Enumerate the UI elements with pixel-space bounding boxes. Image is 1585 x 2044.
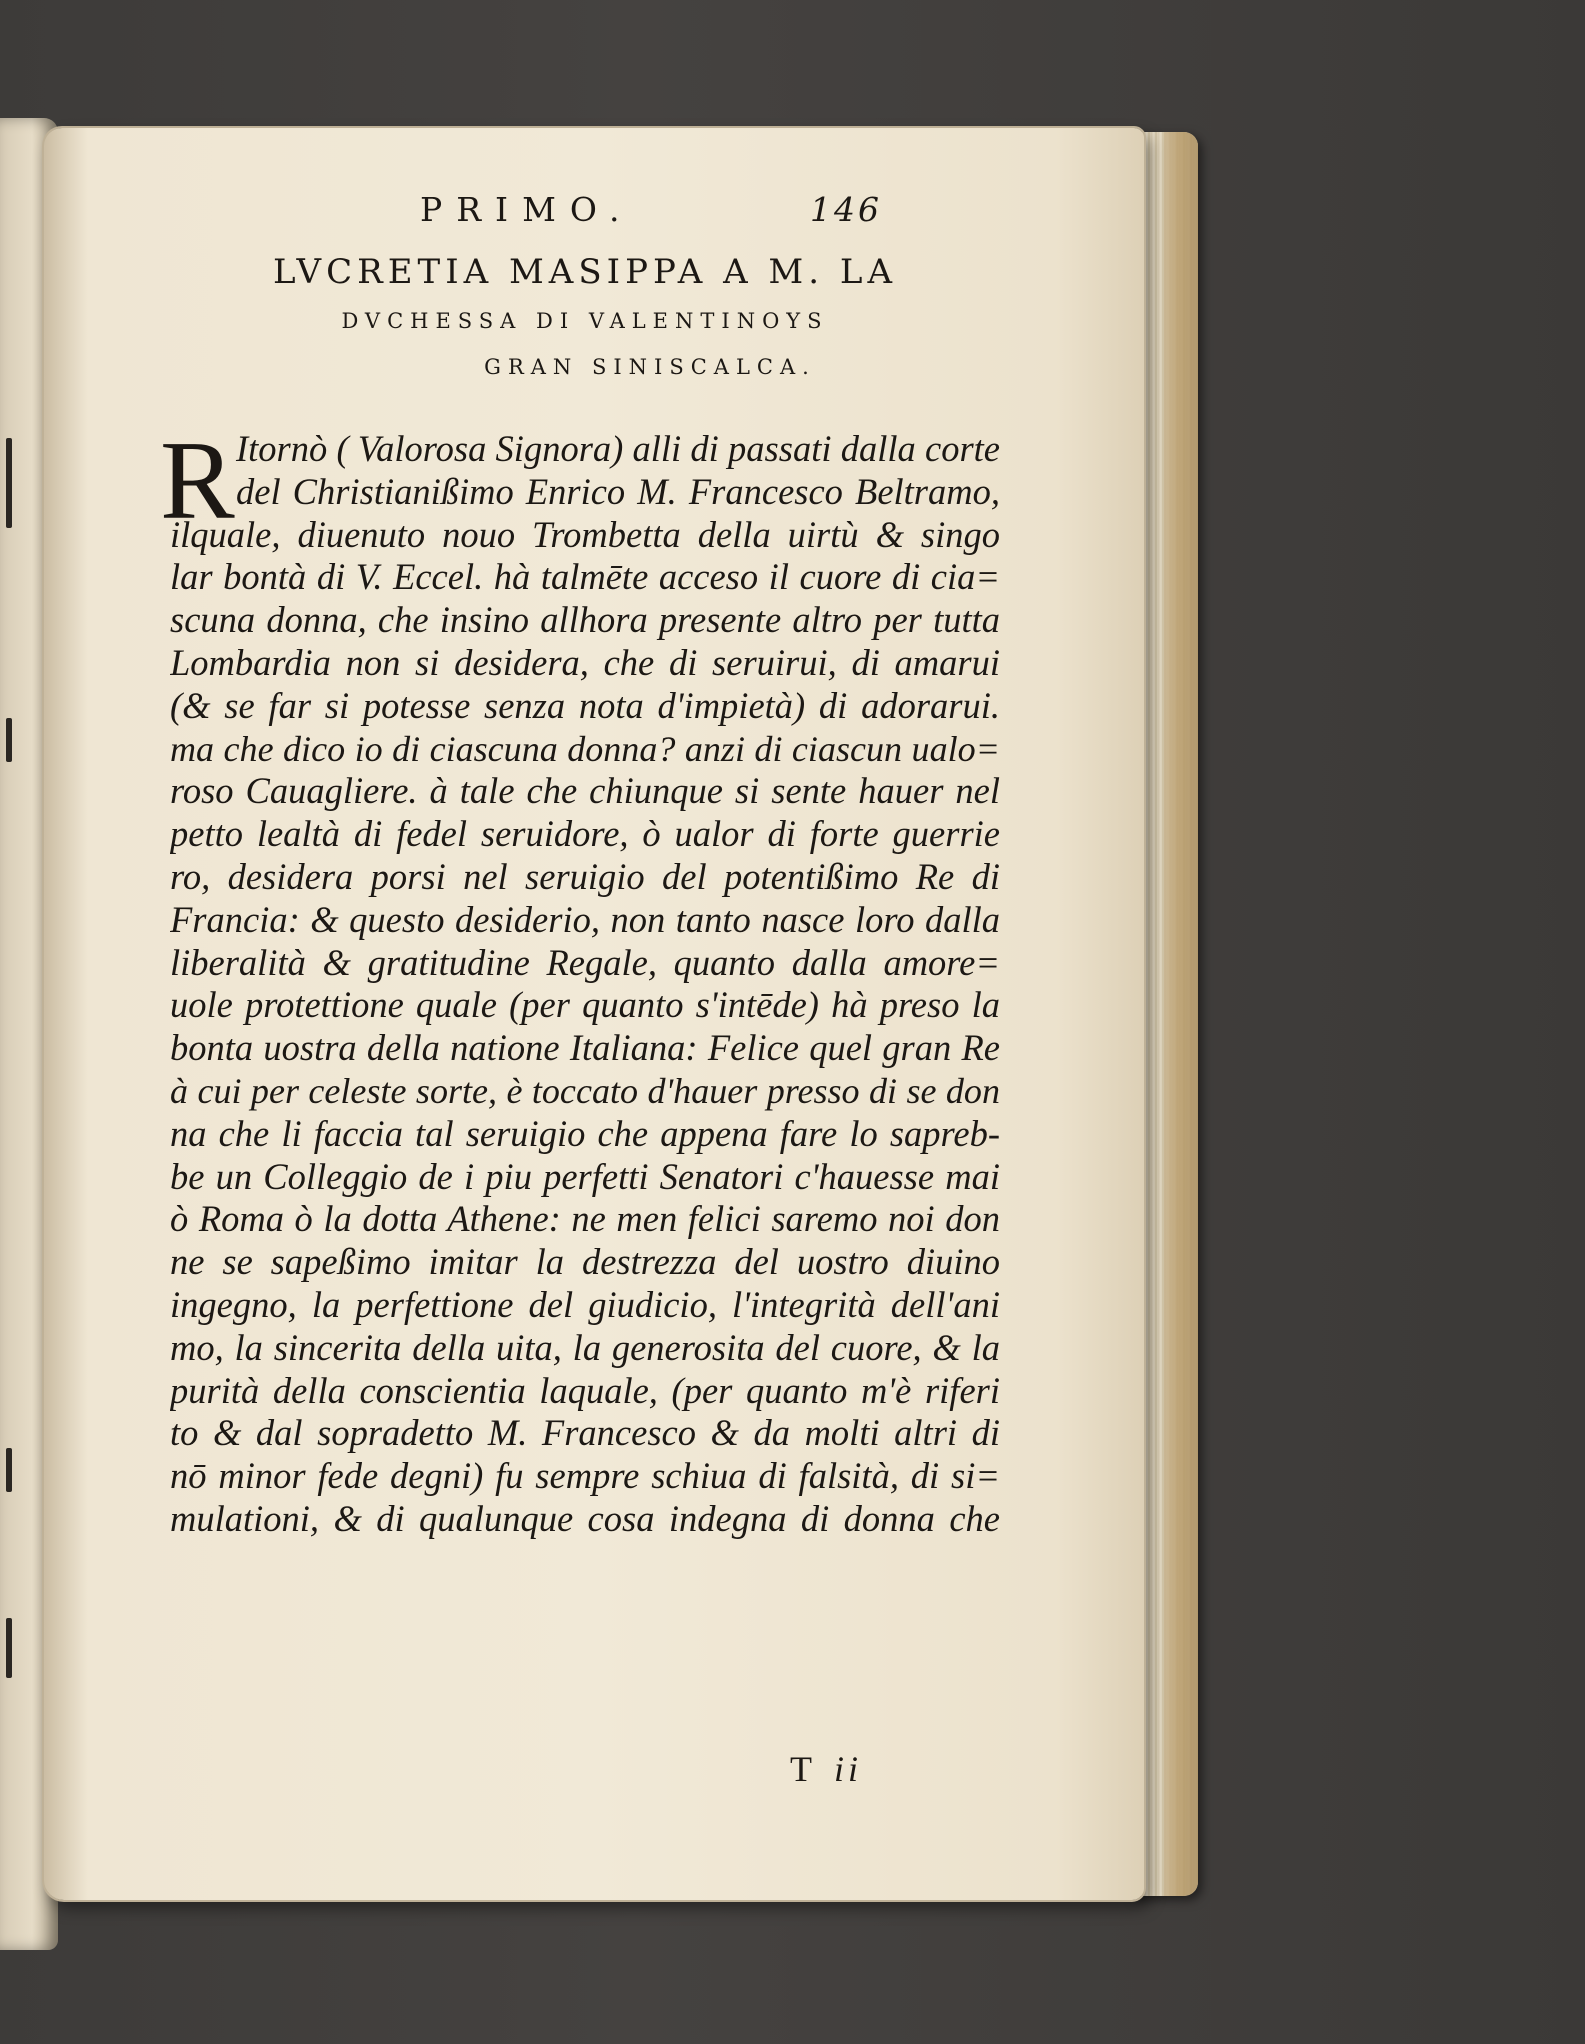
text-line: be un Colleggio de i piu perfetti Senatori c'hauesse mai <box>170 1155 1000 1197</box>
text-line: scuna donna, che insino allhora presente altro per tutta <box>170 599 1000 641</box>
text-line: liberalità & gratitudine Regale, quanto dalla amore= <box>170 941 1000 983</box>
text-line: Itornò ( Valorosa Signora) alli di passati dalla corte <box>236 428 1000 469</box>
text-line: purità della conscientia laquale, (per quanto m'è riferi <box>170 1369 1000 1411</box>
signature-mark <box>790 1748 862 1790</box>
text-line: ingegno, la perfettione del giudicio, l'integrità dell'ani <box>170 1283 1000 1325</box>
text-line: roso Cauagliere. à tale che chiunque si sente hauer nel <box>170 770 1000 812</box>
text-line: à cui per celeste sorte, è toccato d'hauer presso di se don <box>170 1070 1000 1111</box>
page-edge-discoloration <box>1164 132 1198 1896</box>
text-line: ro, desidera porsi nel seruigio del potentißimo Re di <box>170 855 1000 897</box>
drop-cap-letter: R <box>160 419 235 543</box>
text-line: Lombardia non si desidera, che di seruirui, di amarui <box>170 641 1000 683</box>
text-line: mulationi, & di qualunque cosa indegna di donna che <box>170 1497 1000 1539</box>
page-text-block <box>160 190 1000 1541</box>
text-line: petto lealtà di fedel seruidore, ò ualor di forte guerrie <box>170 813 1000 855</box>
facing-page-ink-mark <box>6 1448 12 1492</box>
facing-page-ink-mark <box>6 438 12 528</box>
text-line: ne se sapeßimo imitar la destrezza del uostro diuino <box>170 1241 1000 1283</box>
text-line: del Christianißimo Enrico M. Francesco Beltramo, <box>236 470 1000 512</box>
facing-page-ink-mark <box>6 718 12 762</box>
text-line: to & dal sopradetto M. Francesco & da molti altri di <box>170 1412 1000 1454</box>
running-head-word: PRIMO. <box>420 190 634 229</box>
signature-numeral: ii <box>834 1749 863 1789</box>
letter-title-line-1: LVCRETIA MASIPPA A M. LA <box>272 252 897 292</box>
text-line: lar bontà di V. Eccel. hà talmēte acceso il cuore di cia= <box>170 556 1000 598</box>
facing-page-ink-mark <box>6 1618 12 1678</box>
text-line: uole protettione quale (per quanto s'intēde) hà preso la <box>170 984 1000 1026</box>
letter-title-line-2: DVCHESSA DI VALENTINOYS <box>341 309 829 333</box>
signature-letter: T <box>790 1749 834 1789</box>
running-head <box>170 190 1000 242</box>
letter-body <box>170 428 1000 1541</box>
text-line: ilquale, diuenuto nouo Trombetta della uirtù & singo <box>170 513 1000 555</box>
page-number: 146 <box>810 190 882 229</box>
text-line: ò Roma ò la dotta Athene: ne men felici saremo noi don <box>170 1198 1000 1240</box>
letter-title-line-3: GRAN SINISCALCA. <box>484 355 816 379</box>
drop-cap <box>160 419 235 543</box>
text-line: bonta uostra della natione Italiana: Felice quel gran Re <box>170 1027 1000 1069</box>
text-line: mo, la sincerita della uita, la generosita del cuore, & la <box>170 1326 1000 1368</box>
text-line: (& se far si potesse senza nota d'impietà) di adorarui. <box>170 684 1000 726</box>
text-line: na che li faccia tal seruigio che appena fare lo sapreb- <box>170 1112 1000 1154</box>
text-line: nō minor fede degni) fu sempre schiua di falsità, di si= <box>170 1455 1000 1497</box>
text-line: ma che dico io di ciascuna donna? anzi di ciascun ualo= <box>170 728 1000 769</box>
text-line: Francia: & questo desiderio, non tanto nasce loro dalla <box>170 898 1000 940</box>
